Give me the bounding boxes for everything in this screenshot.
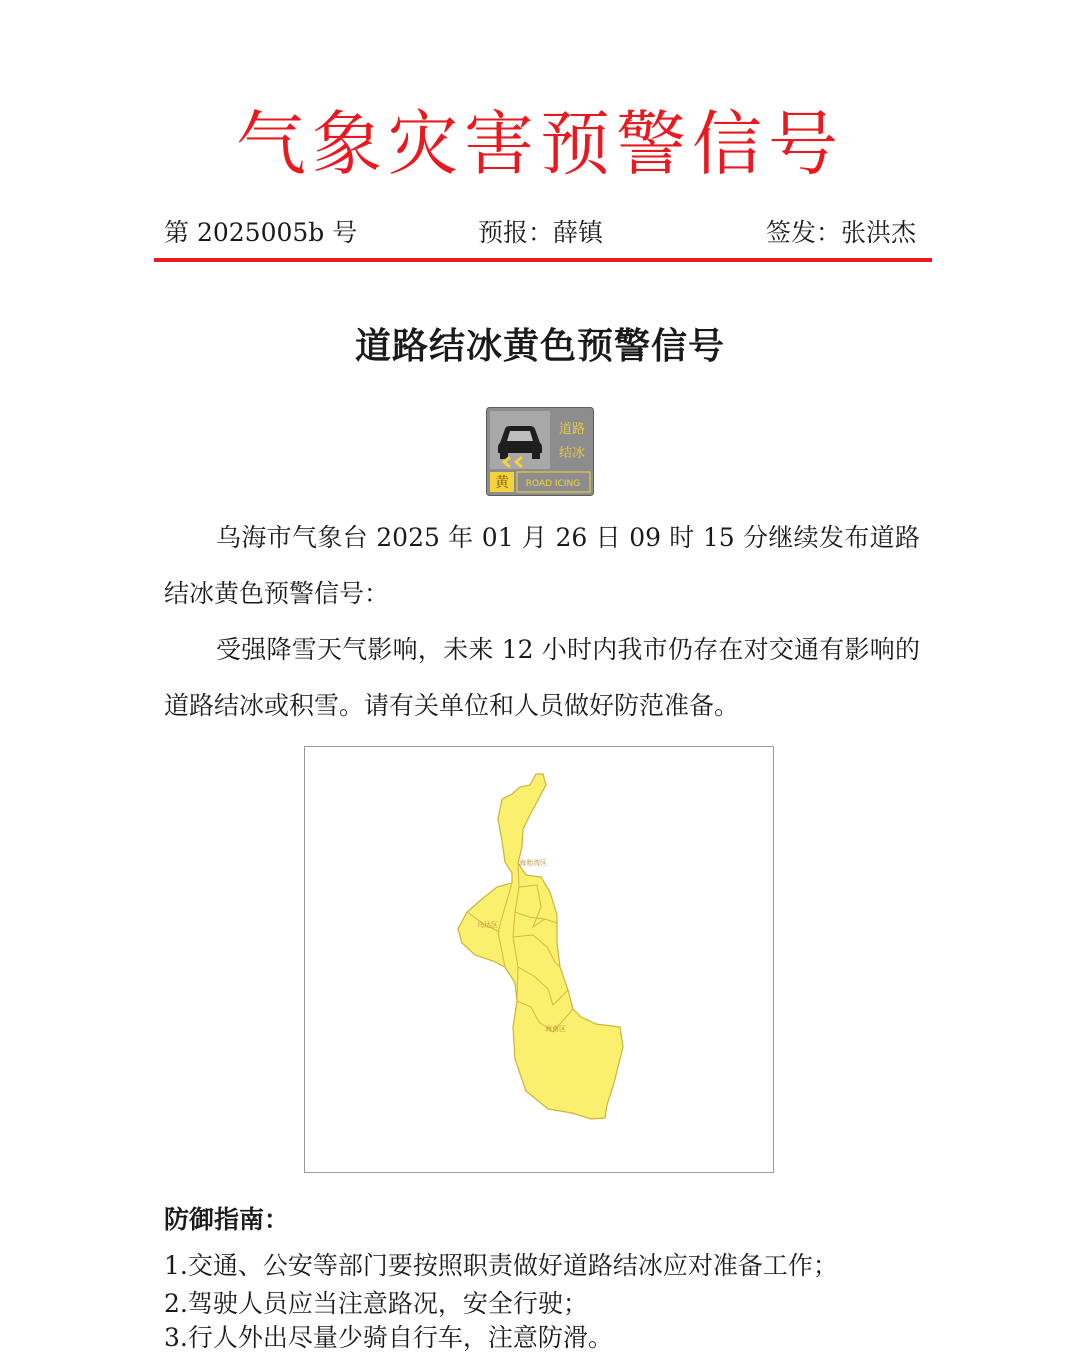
- icon-english: ROAD ICING: [525, 479, 581, 489]
- forecaster: 预报：薛镇: [478, 218, 604, 247]
- map-label-wuda: 乌达区: [477, 921, 498, 929]
- warning-area-map: [304, 746, 774, 1173]
- guide-item: 2.驾驶人员应当注意路况，安全行驶；: [164, 1289, 588, 1318]
- document-title: 气象灾害预警信号: [236, 103, 844, 185]
- map-label-hainan: 海南区: [545, 1025, 566, 1033]
- icon-level: 黄: [495, 475, 509, 491]
- icon-text-top: 道路: [558, 422, 586, 437]
- guide-item: 1.交通、公安等部门要按照职责做好道路结冰应对准备工作；: [164, 1251, 838, 1280]
- road-icing-yellow-warning-icon: [486, 407, 594, 496]
- guide-item: 3.行人外出尽量少骑自行车，注意防滑。: [164, 1323, 613, 1352]
- issue-number: 第 2025005b 号: [164, 218, 358, 247]
- map-label-haibowan: 海勃湾区: [519, 859, 547, 867]
- wuhai-region-shape: [458, 774, 623, 1119]
- issuer: 签发：张洪杰: [765, 218, 916, 247]
- icon-text-mid: 结冰: [558, 446, 586, 461]
- header-divider: [154, 258, 932, 262]
- paragraph-issuance: 乌海市气象台 2025 年 01 月 26 日 09 时 15 分继续发布道路结冰黄色预警信号：: [164, 523, 920, 608]
- signal-title: 道路结冰黄色预警信号: [354, 325, 725, 367]
- guide-heading: 防御指南：: [164, 1205, 290, 1234]
- paragraph-impact: 受强降雪天气影响，未来 12 小时内我市仍存在对交通有影响的道路结冰或积雪。请有关单位和人员做好防范准备。: [164, 635, 920, 720]
